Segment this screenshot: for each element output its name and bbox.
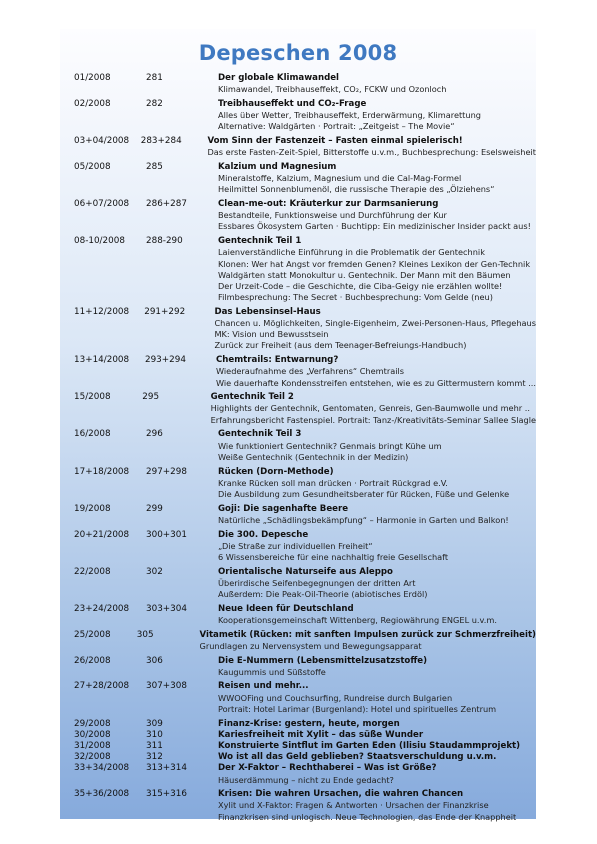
issue-description-line: Finanzkrisen sind unlogisch. Neue Technologien, das Ende der Knappheit (218, 811, 517, 822)
issue-description-line: Außerdem: Die Peak-Oil-Theorie (abiotisches Erdöl) (218, 589, 428, 600)
issue-content (207, 136, 536, 158)
issue-headline: Der globale Klimawandel (218, 73, 339, 83)
issue-date: 15/2008 (74, 392, 111, 403)
issue-content (218, 719, 536, 730)
issue-number: 297+298 (146, 466, 187, 477)
issue-entry (60, 73, 536, 95)
issue-date: 01/2008 (74, 73, 111, 83)
issue-description-line: Kranke Rücken soll man drücken · Portrait Rückgrad e.V. (218, 477, 448, 488)
issue-description-line: Erfahrungsbericht Fastenspiel. Portrait: Tanz-/Kreativitäts-Seminar Sallee Slagle (210, 414, 536, 425)
issue-content (216, 355, 536, 389)
issue-date: 03+04/2008 (74, 136, 130, 147)
issue-number: 305 (136, 629, 154, 640)
issue-headline: Konstruierte Sintflut im Garten Eden (Ilisiu Staudammprojekt) (218, 740, 521, 751)
issue-number: 307+308 (146, 681, 187, 692)
issue-description-line: Xylit und X-Faktor: Fragen & Antworten · Ursachen der Finanzkrise (218, 800, 489, 811)
issue-number: 281 (146, 73, 163, 83)
issue-number: 302 (146, 566, 163, 577)
issue-headline: Wo ist all das Geld geblieben? Staatsverschuldung u.v.m. (218, 752, 497, 763)
issue-date: 05/2008 (74, 161, 111, 172)
issue-entry (60, 752, 536, 763)
issue-date: 06+07/2008 (74, 199, 130, 210)
issue-number: 315+316 (146, 789, 187, 800)
issue-headline: Kariesfreiheit mit Xylit – das süße Wunder (218, 729, 424, 740)
issue-entry (60, 789, 536, 823)
issue-number: 286+287 (146, 199, 187, 210)
issue-date: 02/2008 (74, 98, 111, 109)
issue-entry (60, 162, 536, 196)
issue-date: 25/2008 (74, 629, 111, 640)
issue-description-line: Zurück zur Freiheit (aus dem Teenager-Befreiungs-Handbuch) (214, 340, 467, 351)
issue-number: 309 (146, 718, 163, 729)
issue-entry (60, 307, 536, 352)
issue-date: 31/2008 (74, 740, 111, 751)
issue-headline: Vitametik (Rücken: mit sanften Impulsen zurück zur Schmerzfreiheit) (199, 629, 536, 640)
issue-description-line: WWOOFing und Couchsurfing, Rundreise durch Bulgarien (218, 692, 453, 703)
issue-content (218, 681, 536, 715)
issue-entry (60, 656, 536, 678)
issue-number: 311 (146, 740, 163, 751)
issue-content (218, 730, 536, 741)
issue-headline: Orientalische Naturseife aus Aleppo (218, 566, 393, 577)
issue-entry (60, 429, 536, 463)
issue-entry (60, 467, 536, 501)
issue-date: 17+18/2008 (74, 466, 130, 477)
issue-number: 296 (146, 429, 163, 440)
issue-number: 313+314 (146, 763, 187, 774)
issue-content (218, 73, 536, 95)
issue-entry (60, 136, 536, 158)
issue-date: 23+24/2008 (74, 603, 130, 614)
issue-list (60, 73, 536, 823)
issue-description-line: Highlights der Gentechnik, Gentomaten, Genreis, Gen-Baumwolle und mehr .. (210, 403, 530, 414)
issue-content (218, 789, 536, 823)
issue-description-line: Portrait: Hotel Larimar (Burgenland): Hotel und spirituelles Zentrum (218, 703, 497, 714)
issue-description-line: Grundlagen zu Nervensystem und Bewegungsapparat (199, 640, 422, 651)
issue-description-line: Alles über Wetter, Treibhauseffekt, Erderwärmung, Klimarettung (218, 110, 481, 121)
issue-entry (60, 741, 536, 752)
issue-content (218, 763, 536, 785)
issue-content (218, 236, 536, 303)
issue-headline: Neue Ideen für Deutschland (218, 603, 354, 614)
issue-description-line: Kooperationsgemeinschaft Wittenberg, Regiowährung ENGEL u.v.m. (218, 614, 497, 625)
issue-date: 33+34/2008 (74, 763, 130, 774)
issue-entry (60, 763, 536, 785)
issue-entry (60, 355, 536, 389)
issue-description-line: Das erste Fasten-Zeit-Spiel, Bitterstoffe u.v.m., Buchbesprechung: Eselsweisheit (207, 147, 536, 158)
issue-number: 300+301 (146, 529, 187, 540)
issue-headline: Rücken (Dorn-Methode) (218, 466, 334, 477)
issue-date: 13+14/2008 (74, 355, 130, 366)
issue-headline: Kalzium und Magnesium (218, 161, 337, 172)
issue-description-line: Filmbesprechung: The Secret · Buchbesprechung: Vom Gelde (neu) (218, 292, 493, 303)
issue-description-line: Natürliche „Schädlingsbekämpfung“ – Harmonie in Garten und Balkon! (218, 514, 509, 525)
document-panel (60, 29, 536, 822)
issue-headline: Die E-Nummern (Lebensmittelzusatzstoffe) (218, 655, 428, 666)
issue-date: 27+28/2008 (74, 681, 130, 692)
issue-entry (60, 236, 536, 303)
issue-headline: Goji: Die sagenhafte Beere (218, 503, 349, 514)
issue-date: 11+12/2008 (74, 306, 130, 317)
issue-description-line: Laienverständliche Einführung in die Problematik der Gentechnik (218, 247, 485, 258)
issue-content (214, 307, 536, 352)
issue-date: 32/2008 (74, 752, 111, 763)
issue-headline: Krisen: Die wahren Ursachen, die wahren Chancen (218, 789, 464, 800)
issue-entry (60, 630, 536, 652)
issue-headline: Clean-me-out: Kräuterkur zur Darmsanierung (218, 199, 439, 210)
issue-description-line: Wie dauerhafte Kondensstreifen entstehen, wie es zu Gittermustern kommt ... (215, 377, 536, 388)
issue-headline: Gentechnik Teil 2 (210, 392, 294, 403)
issue-headline: Finanz-Krise: gestern, heute, morgen (218, 718, 400, 729)
issue-date: 08-10/2008 (74, 236, 125, 247)
page-title: Depeschen 2008 (198, 41, 398, 65)
issue-entry (60, 392, 536, 426)
issue-description-line: Wiederaufnahme des „Verfahrens“ Chemtrails (215, 366, 405, 377)
issue-content (218, 530, 536, 564)
issue-description-line: Heilmittel Sonnenblumenöl, die russische Therapie des „Ölziehens“ (218, 184, 495, 195)
issue-description-line: Alternative: Waldgärten · Portrait: „Zeitgeist – The Movie“ (218, 121, 455, 132)
issue-content (218, 162, 536, 196)
issue-headline: Reisen und mehr... (218, 681, 309, 692)
issue-description-line: MK: Vision und Bewusstsein (214, 329, 329, 340)
issue-headline: Vom Sinn der Fastenzeit – Fasten einmal spielerisch! (207, 136, 463, 147)
issue-content (200, 630, 536, 652)
issue-number: 295 (142, 392, 160, 403)
issue-number: 283+284 (140, 136, 182, 147)
issue-description-line: Waldgärten statt Monokultur u. Gentechnik. Der Mann mit den Bäumen (218, 269, 511, 280)
issue-description-line: Der Urzeit-Code – die Geschichte, die Ciba-Geigy nie erzählen wollte! (218, 280, 503, 291)
issue-content (218, 429, 536, 463)
issue-entry (60, 530, 536, 564)
issue-description-line: Klimawandel, Treibhauseffekt, CO₂, FCKW und Ozonloch (218, 84, 447, 95)
issue-number: 299 (146, 503, 163, 514)
issue-description-line: Häuserdämmung – nicht zu Ende gedacht? (218, 774, 394, 785)
issue-headline: Chemtrails: Entwarnung? (215, 355, 339, 366)
issue-entry (60, 504, 536, 526)
issue-content (211, 392, 536, 426)
issue-headline: Gentechnik Teil 1 (218, 236, 302, 247)
issue-description-line: Bestandteile, Funktionsweise und Durchführung der Kur (218, 210, 447, 221)
issue-number: 303+304 (146, 603, 187, 614)
issue-number: 310 (146, 729, 163, 740)
issue-description-line: „Die Straße zur individuellen Freiheit“ (218, 540, 373, 551)
issue-entry (60, 604, 536, 626)
issue-headline: Treibhauseffekt und CO₂-Frage (218, 98, 367, 109)
issue-description-line: Chancen u. Möglichkeiten, Single-Eigenheim, Zwei-Personen-Haus, Pflegehaus (214, 318, 536, 329)
issue-entry (60, 681, 536, 715)
issue-content (218, 504, 536, 526)
issue-headline: Der X-Faktor – Rechthaberei – Was ist Größe? (218, 763, 437, 774)
issue-entry (60, 199, 536, 233)
issue-headline: Das Lebensinsel-Haus (214, 306, 321, 317)
issue-description-line: Weiße Gentechnik (Gentechnik in der Medizin) (218, 451, 409, 462)
issue-number: 291+292 (144, 306, 186, 317)
issue-content (218, 656, 536, 678)
issue-number: 285 (146, 161, 163, 172)
issue-content (218, 467, 536, 501)
issue-date: 22/2008 (74, 566, 111, 577)
issue-description-line: Mineralstoffe, Kalzium, Magnesium und die Cal-Mag-Formel (218, 173, 462, 184)
issue-date: 29/2008 (74, 718, 111, 729)
issue-description-line: Essbares Ökosystem Garten · Buchtipp: Ein medizinischer Insider packt aus! (218, 221, 531, 232)
issue-content (218, 741, 536, 752)
issue-entry (60, 730, 536, 741)
issue-description-line: Die Ausbildung zum Gesundheitsberater für Rücken, Füße und Gelenke (218, 488, 510, 499)
issue-description-line: Kaugummis und Süßstoffe (218, 666, 326, 677)
issue-date: 19/2008 (74, 503, 111, 514)
issue-number: 288-290 (146, 236, 183, 247)
issue-description-line: 6 Wissensbereiche für eine nachhaltig freie Gesellschaft (218, 551, 449, 562)
issue-date: 35+36/2008 (74, 789, 130, 800)
issue-number: 312 (146, 752, 163, 763)
issue-content (218, 567, 536, 601)
issue-date: 16/2008 (74, 429, 111, 440)
issue-entry (60, 99, 536, 133)
issue-description-line: Überirdische Seifenbegegnungen der dritten Art (218, 577, 416, 588)
issue-number: 306 (146, 655, 163, 666)
issue-description-line: Wie funktioniert Gentechnik? Genmais bringt Kühe um (218, 440, 442, 451)
issue-headline: Gentechnik Teil 3 (218, 429, 302, 440)
issue-content (218, 604, 536, 626)
issue-headline: Die 300. Depesche (218, 529, 309, 540)
issue-content (218, 99, 536, 133)
issue-description-line: Klonen: Wer hat Angst vor fremden Genen? Kleines Lexikon der Gen-Technik (218, 258, 531, 269)
issue-content (218, 752, 536, 763)
issue-number: 282 (146, 98, 163, 109)
issue-date: 26/2008 (74, 655, 111, 666)
issue-entry (60, 719, 536, 730)
issue-entry (60, 567, 536, 601)
issue-number: 293+294 (144, 355, 186, 366)
issue-date: 30/2008 (74, 729, 111, 740)
issue-date: 20+21/2008 (74, 529, 130, 540)
issue-content (218, 199, 536, 233)
